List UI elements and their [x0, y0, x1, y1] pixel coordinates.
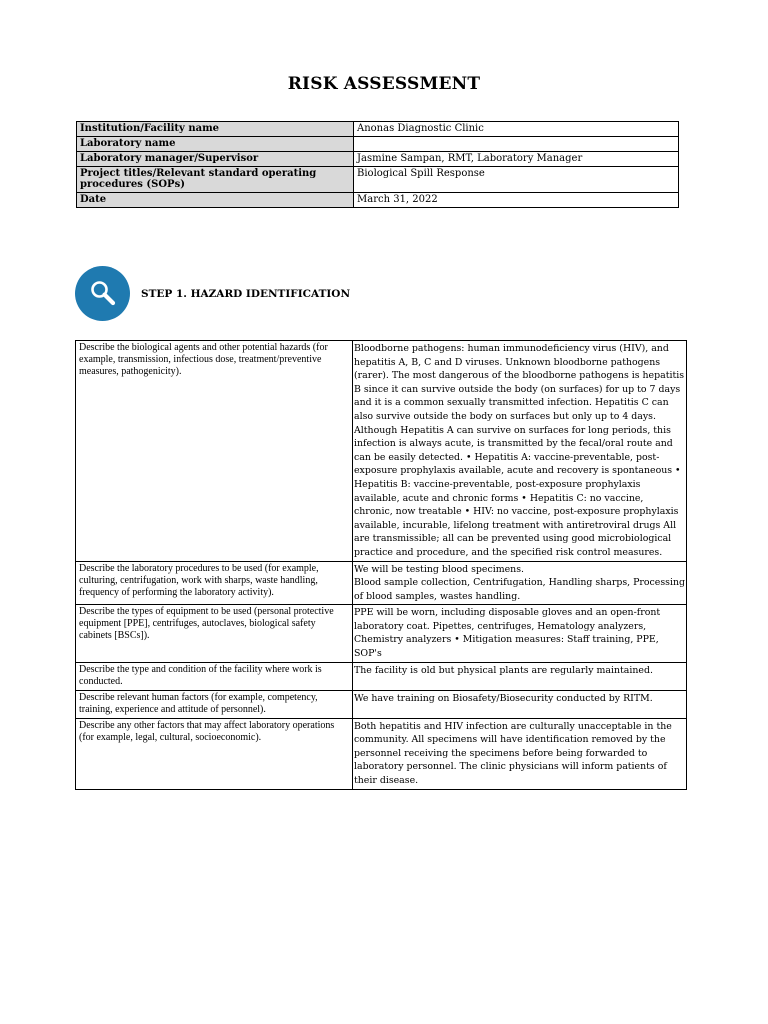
hazard-answer: We have training on Biosafety/Biosecurity conducted by RITM.	[353, 690, 687, 718]
step-1-header	[75, 265, 350, 321]
hazard-row-equipment	[76, 605, 687, 662]
hazard-row-procedures	[76, 561, 687, 605]
step-1-heading: STEP 1. HAZARD IDENTIFICATION	[141, 288, 351, 300]
hazard-question: Describe the biological agents and other potential hazards (for example, transmission, infectious dose, treatment/preventive measures, pathogenicity).	[76, 341, 353, 562]
hazard-question: Describe the types of equipment to be used (personal protective equipment [PPE], centrifuges, autoclaves, biological safety cabinets [BSCs]).	[76, 605, 353, 662]
hazard-answer: PPE will be worn, including disposable gloves and an open-front laboratory coat. Pipettes, centrifuges, Hematology analyzers, Chemistry analyzers • Mitigation measures: Staff training, PPE, SOP's	[353, 605, 687, 662]
hazard-question: Describe the laboratory procedures to be used (for example, culturing, centrifugation, work with sharps, waste handling, frequency of performing the laboratory activity).	[76, 561, 353, 605]
info-row-date	[77, 193, 679, 208]
hazard-question: Describe any other factors that may affect laboratory operations (for example, legal, cultural, socioeconomic).	[76, 718, 353, 789]
hazard-answer: We will be testing blood specimens. Blood sample collection, Centrifugation, Handling sharps, Processing of blood samples, wastes handling.	[353, 561, 687, 605]
info-value: Biological Spill Response	[354, 167, 679, 193]
info-row-institution	[77, 122, 679, 137]
info-row-project-titles	[77, 167, 679, 193]
hazard-answer: Both hepatitis and HIV infection are culturally unacceptable in the community. All specimens will have identification removed by the personnel receiving the specimens before being forwarded to laboratory personnel. The clinic physicians will inform patients of their disease.	[353, 718, 687, 789]
info-row-manager	[77, 152, 679, 167]
info-label: Institution/Facility name	[77, 122, 354, 137]
hazard-row-human-factors	[76, 690, 687, 718]
magnifying-glass-icon	[75, 266, 130, 321]
info-row-laboratory-name	[77, 137, 679, 152]
hazard-question: Describe the type and condition of the facility where work is conducted.	[76, 662, 353, 690]
hazard-row-biological-agents	[76, 341, 687, 562]
info-label: Project titles/Relevant standard operating procedures (SOPs)	[77, 167, 354, 193]
info-value: Anonas Diagnostic Clinic	[354, 122, 679, 137]
info-value: March 31, 2022	[354, 193, 679, 208]
document-title: RISK ASSESSMENT	[287, 74, 481, 94]
info-label: Laboratory manager/Supervisor	[77, 152, 354, 167]
hazard-answer: Bloodborne pathogens: human immunodeficiency virus (HIV), and hepatitis A, B, C and D viruses. Unknown bloodborne pathogens (rarer). The most dangerous of the bloodborne pathogens is hepatitis B since it can survive outside the body (on surfaces) for up to 7 days and it is a common sexually transmitted infection. Hepatitis C can also survive outside the body on surfaces but only up to 4 days. Although Hepatitis A can survive on surfaces for long periods, this infection is always acute, is transmitted by the fecal/oral route and can be easily detected. • Hepatitis A: vaccine-preventable, post-exposure prophylaxis available, acute and recovery is spontaneous • Hepatitis B: vaccine-preventable, post-exposure prophylaxis available, acute and chronic forms • Hepatitis C: no vaccine, chronic, now treatable • HIV: no vaccine, post-exposure prophylaxis available, incurable, lifelong treatment with antiretroviral drugs All are transmissible; all can be prevented using good microbiological practice and procedure, and the specified risk control measures.	[353, 341, 687, 562]
info-value	[354, 137, 679, 152]
hazard-answer: The facility is old but physical plants are regularly maintained.	[353, 662, 687, 690]
hazard-identification-table	[75, 340, 687, 790]
hazard-question: Describe relevant human factors (for example, competency, training, experience and attitude of personnel).	[76, 690, 353, 718]
hazard-row-facility	[76, 662, 687, 690]
info-value: Jasmine Sampan, RMT, Laboratory Manager	[354, 152, 679, 167]
info-label: Date	[77, 193, 354, 208]
info-label: Laboratory name	[77, 137, 354, 152]
facility-info-table	[76, 121, 679, 208]
hazard-row-other-factors	[76, 718, 687, 789]
